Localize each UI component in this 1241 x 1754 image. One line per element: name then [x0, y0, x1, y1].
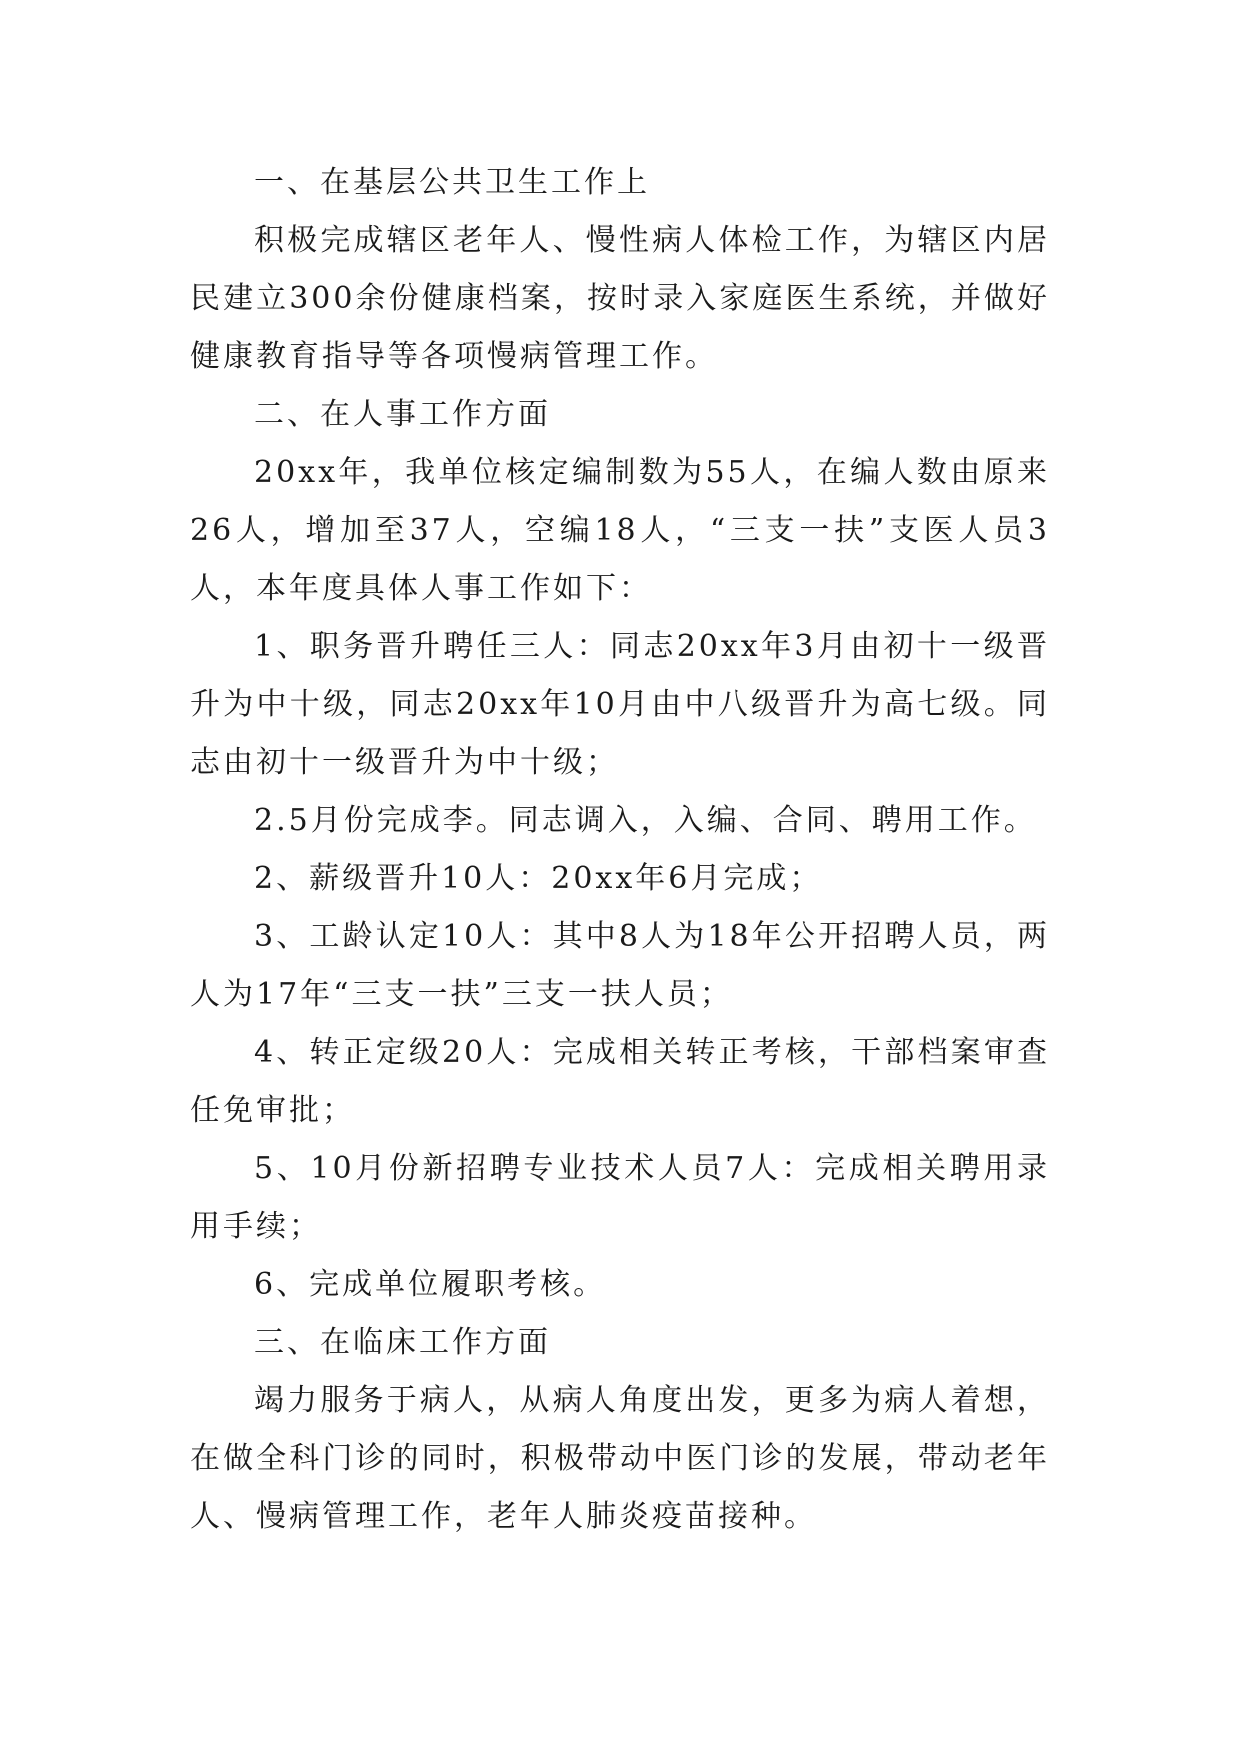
- section-heading-public-health: 一、在基层公共卫生工作上: [254, 165, 650, 200]
- section-heading-personnel: 二、在人事工作方面: [254, 397, 551, 432]
- list-item-performance-review: 6、完成单位履职考核。: [254, 1267, 607, 1302]
- list-item-new-recruits: 5、10月份新招聘专业技术人员7人：完成相关聘用录用手续；: [190, 1151, 1050, 1244]
- list-item-service-years: 3、工龄认定10人：其中8人为18年公开招聘人员，两人为17年“三支一扶”三支一扶人员；: [190, 919, 1050, 1012]
- list-item-transfer: 2.5月份完成李。同志调入，入编、合同、聘用工作。: [254, 803, 1037, 838]
- list-item-promotion: 1、职务晋升聘任三人：同志20xx年3月由初十一级晋升为中十级，同志20xx年10月由中八级晋升为高七级。同志由初十一级晋升为中十级；: [190, 629, 1050, 780]
- paragraph-public-health: 积极完成辖区老年人、慢性病人体检工作，为辖区内居民建立300余份健康档案，按时录入家庭医生系统，并做好健康教育指导等各项慢病管理工作。: [190, 223, 1050, 374]
- paragraph-personnel-intro: 20xx年，我单位核定编制数为55人，在编人数由原来26人，增加至37人，空编18人，“三支一扶”支医人员3人，本年度具体人事工作如下：: [190, 455, 1050, 606]
- list-item-salary-grade: 2、薪级晋升10人：20xx年6月完成；: [254, 861, 823, 896]
- list-item-regularization: 4、转正定级20人：完成相关转正考核，干部档案审查任免审批；: [190, 1035, 1050, 1128]
- section-heading-clinical: 三、在临床工作方面: [254, 1325, 551, 1360]
- paragraph-clinical: 竭力服务于病人，从病人角度出发，更多为病人着想，在做全科门诊的同时，积极带动中医门诊的发展，带动老年人、慢病管理工作，老年人肺炎疫苗接种。: [190, 1383, 1050, 1534]
- document-body: [190, 154, 1050, 1546]
